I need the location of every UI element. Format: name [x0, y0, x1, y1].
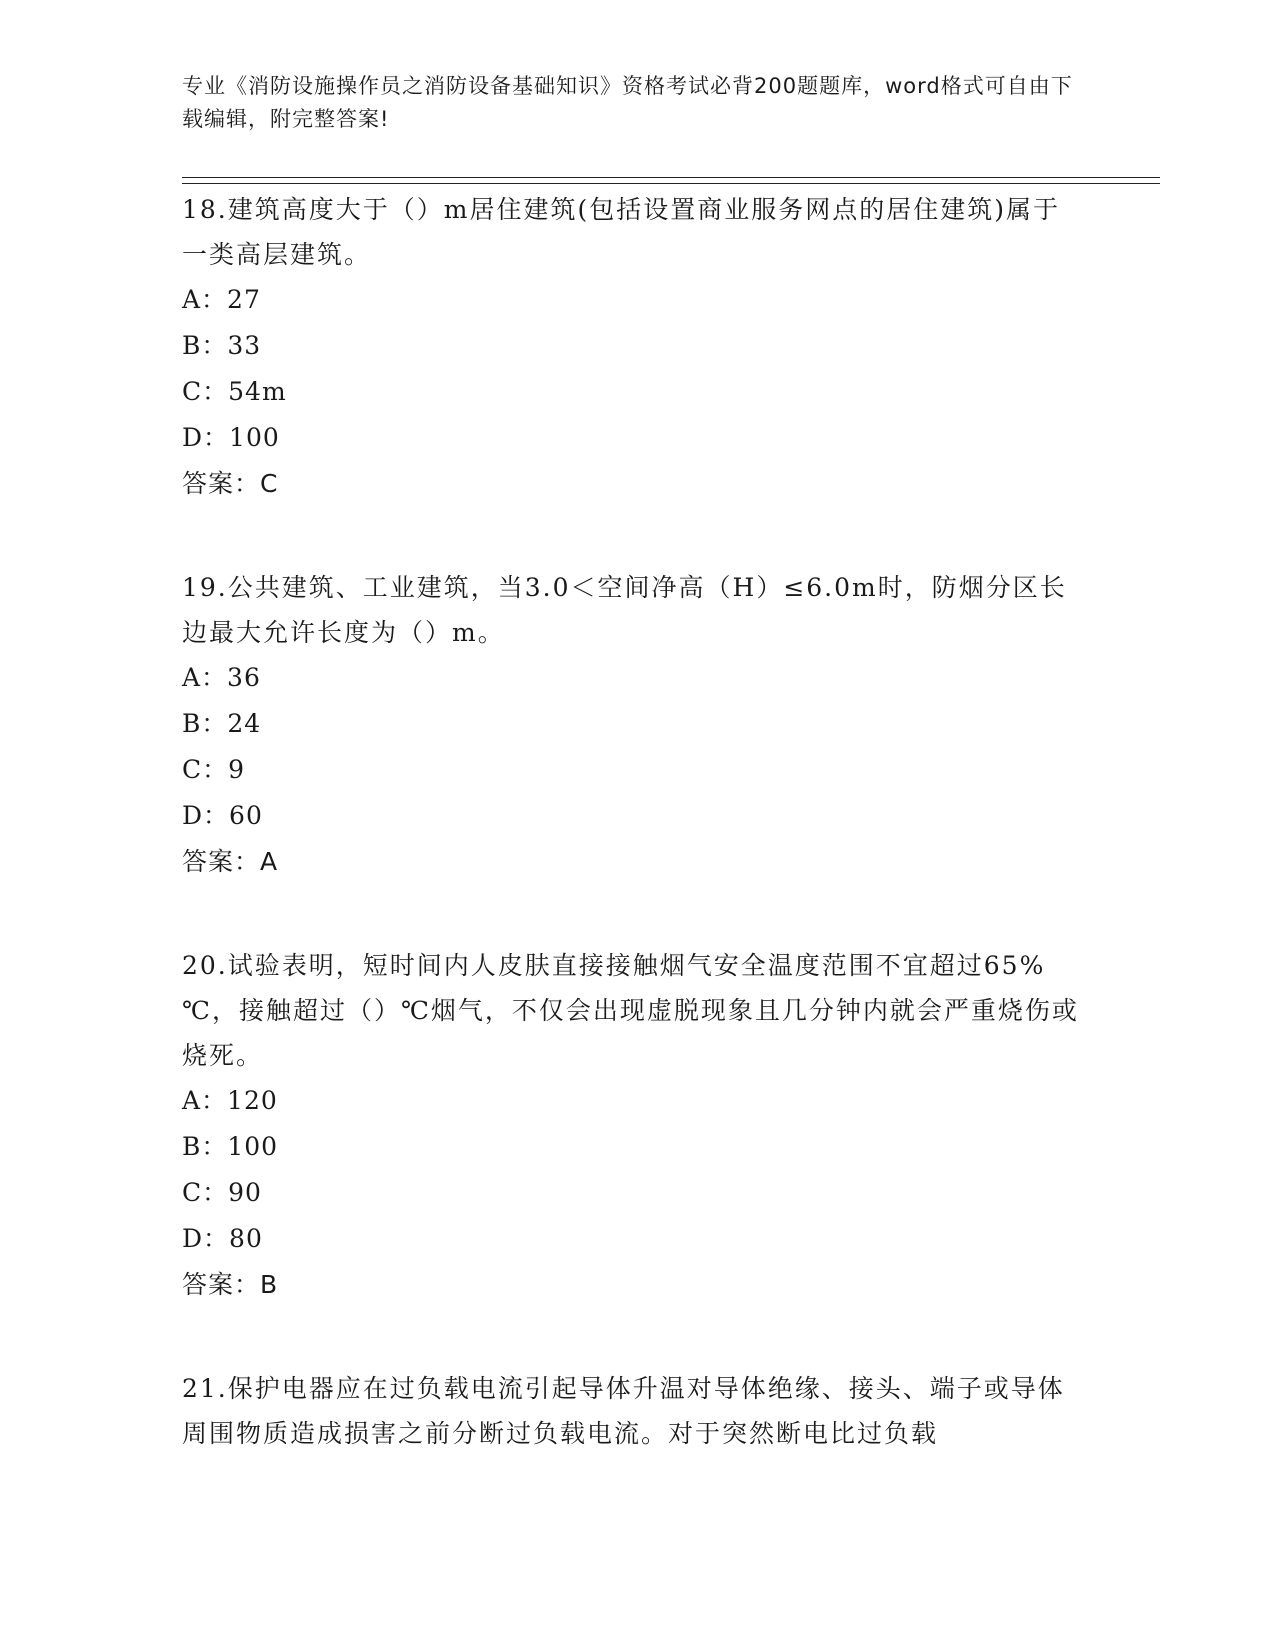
option-d: D：60: [182, 801, 263, 830]
option-c: C：54m: [182, 377, 287, 406]
option-d: D：100: [182, 423, 280, 452]
answer-label: 答案：A: [182, 847, 279, 876]
option-a: A：36: [182, 663, 261, 692]
question-text: 18.建筑高度大于（）m居住建筑(包括设置商业服务网点的居住建筑)属于一类高层建筑。: [182, 195, 1060, 269]
question-19: [182, 565, 1082, 885]
header-divider-bottom: [182, 183, 1160, 184]
question-text: 21.保护电器应在过负载电流引起导体升温对导体绝缘、接头、端子或导体周围物质造成损害之前分断过负载电流。对于突然断电比过负载: [182, 1374, 1065, 1448]
question-text: 20.试验表明，短时间内人皮肤直接接触烟气安全温度范围不宜超过65%℃，接触超过（）℃烟气，不仅会出现虚脱现象且几分钟内就会严重烧伤或烧死。: [182, 951, 1079, 1070]
question-text: 19.公共建筑、工业建筑，当3.0＜空间净高（H）≤6.0m时，防烟分区长边最大允许长度为（）m。: [182, 573, 1067, 647]
option-d: D：80: [182, 1224, 263, 1253]
option-b: B：100: [182, 1132, 279, 1161]
option-b: B：24: [182, 709, 262, 738]
document-header: 专业《消防设施操作员之消防设备基础知识》资格考试必背200题题库，word格式可自由下载编辑，附完整答案!: [182, 74, 1073, 131]
option-c: C：90: [182, 1178, 262, 1207]
answer-label: 答案：C: [182, 469, 279, 498]
option-a: A：120: [182, 1086, 278, 1115]
answer-label: 答案：B: [182, 1270, 279, 1299]
question-20: [182, 943, 1082, 1308]
header-divider-top: [182, 177, 1160, 178]
option-c: C：9: [182, 755, 246, 784]
question-21: [182, 1366, 1082, 1456]
option-b: B：33: [182, 331, 262, 360]
question-18: [182, 187, 1082, 507]
option-a: A：27: [182, 285, 261, 314]
question-list: [182, 187, 1082, 1514]
